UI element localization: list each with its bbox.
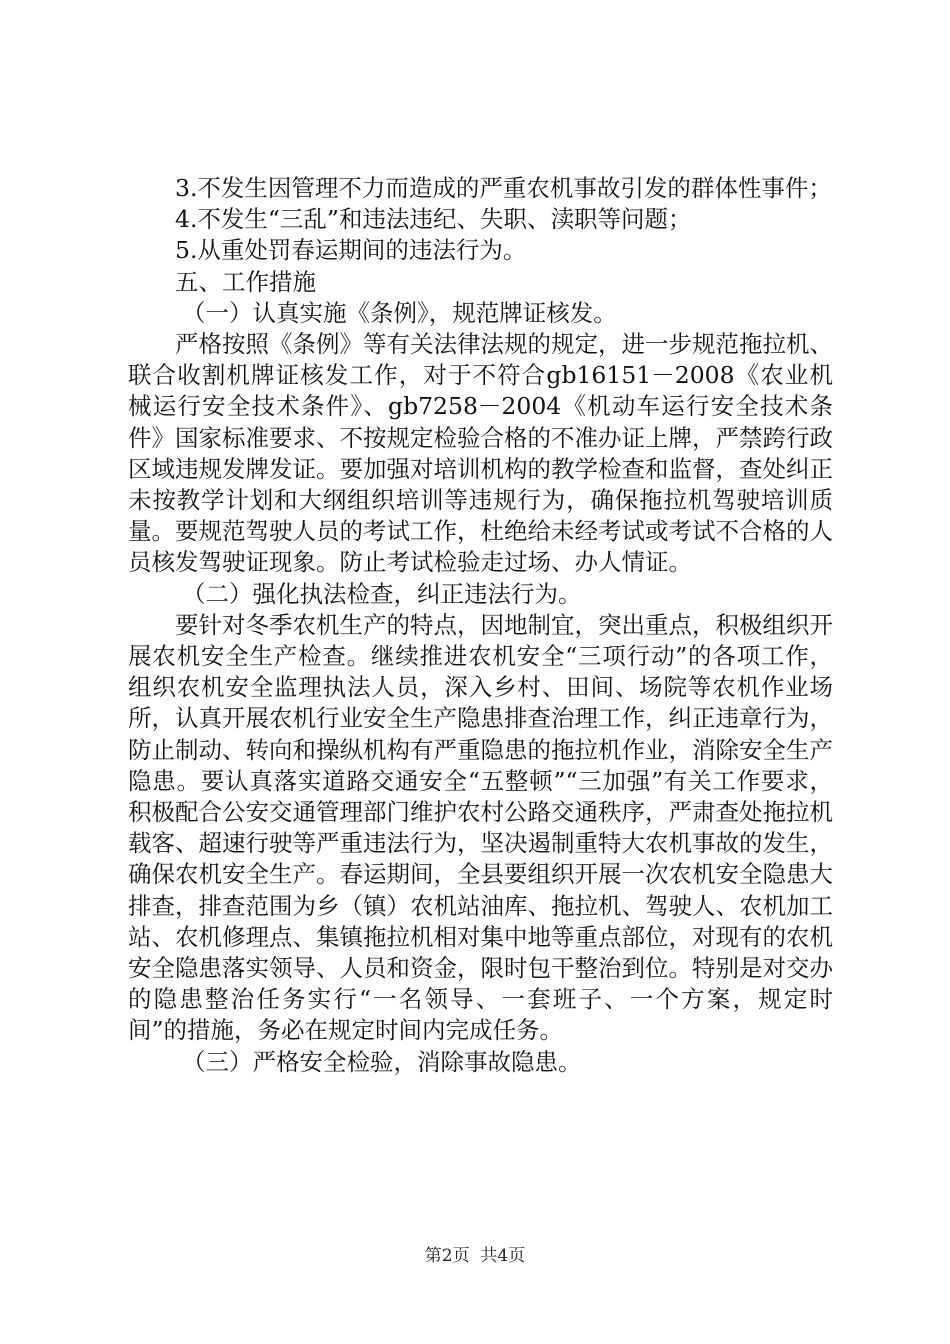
subsection-heading-2: （二）强化执法检查，纠正违法行为。: [182, 579, 582, 608]
page-footer: [0, 1246, 950, 1266]
section-heading-work-measures: 五、工作措施: [175, 267, 316, 296]
paragraph-license-issuance: 严格按照《条例》等有关法律法规的规定，进一步规范拖拉机、联合收割机牌证核发工作，对于不符合gb16151－2008《农业机械运行安全技术条件》、gb7258－2004《机动车运行安全技术条件》国家标准要求、不按规定检验合格的不准办证上牌，严禁跨行政区域违规发牌发证。要加强对培训机构的教学检查和监督，查处纠正未按教学计划和大纲组织培训等违规行为，确保拖拉机驾驶培训质量。要规范驾驶人员的考试工作，杜绝给未经考试或考试不合格的人员核发驾驶证现象。防止考试检验走过场、办人情证。: [128, 330, 833, 577]
subsection-heading-3: （三）严格安全检验，消除事故隐患。: [182, 1047, 582, 1076]
document-body: [128, 173, 833, 1078]
paragraph-item-5: 5.从重处罚春运期间的违法行为。: [175, 236, 527, 265]
paragraph-item-4: 4.不发生“三乱”和违法违纪、失职、渎职等问题；: [175, 205, 692, 234]
subsection-heading-1: （一）认真实施《条例》，规范牌证核发。: [182, 298, 617, 327]
paragraph-law-enforcement: 要针对冬季农机生产的特点，因地制宜，突出重点，积极组织开展农机安全生产检查。继续推进农机安全“三项行动”的各项工作，组织农机安全监理执法人员，深入乡村、田间、场院等农机作业场所，认真开展农机行业安全生产隐患排查治理工作，纠正违章行为，防止制动、转向和操纵机构有严重隐患的拖拉机作业，消除安全生产隐患。要认真落实道路交通安全“五整顿”“三加强”有关工作要求，积极配合公安交通管理部门维护农村公路交通秩序，严肃查处拖拉机载客、超速行驶等严重违法行为，坚决遏制重特大农机事故的发生，确保农机安全生产。春运期间，全县要组织开展一次农机安全隐患大排查，排查范围为乡（镇）农机站油库、拖拉机、驾驶人、农机加工站、农机修理点、集镇拖拉机相对集中地等重点部位，对现有的农机安全隐患落实领导、人员和资金，限时包干整治到位。特别是对交办的隐患整治任务实行“一名领导、一套班子、一个方案，规定时间”的措施，务必在规定时间内完成任务。: [128, 610, 833, 1045]
page-number-label: 第2页 共4页: [424, 1246, 526, 1266]
paragraph-item-3: 3.不发生因管理不力而造成的严重农机事故引发的群体性事件；: [175, 174, 832, 202]
